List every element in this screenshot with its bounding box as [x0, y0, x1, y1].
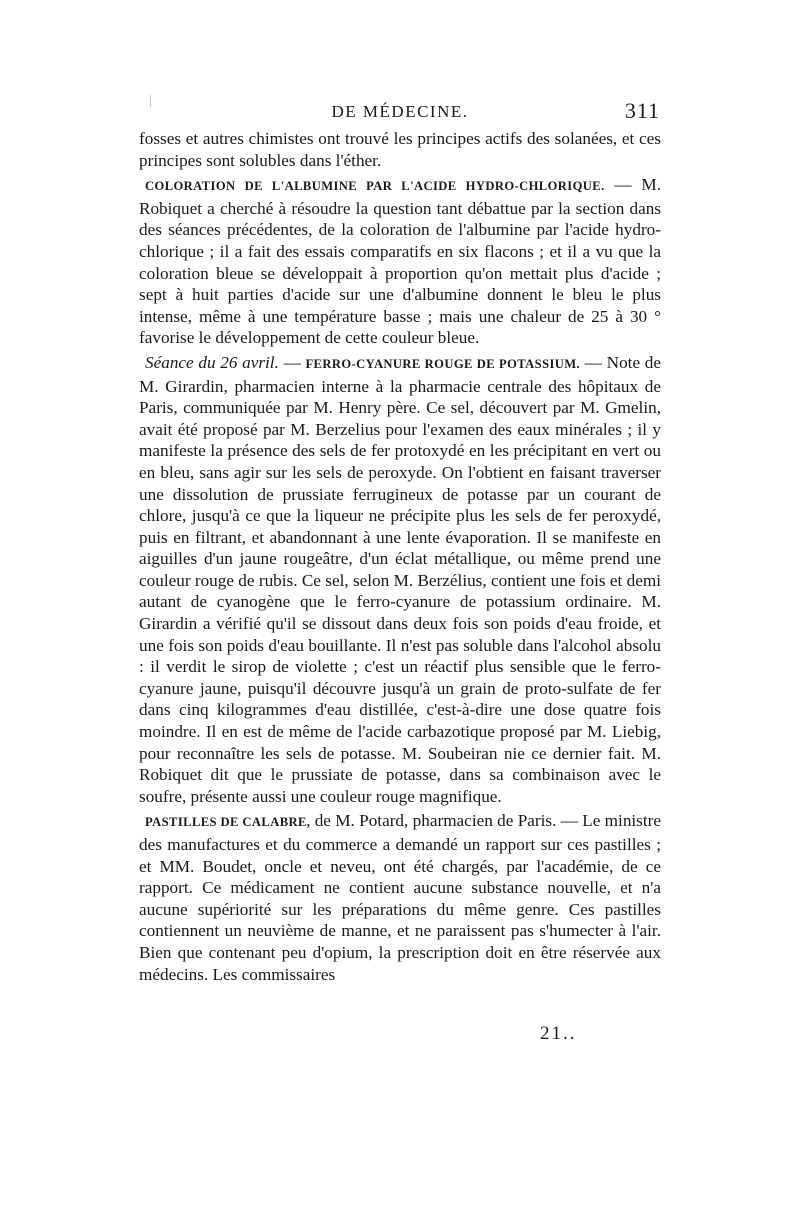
lead-separator: — — [278, 352, 306, 372]
paragraph-text: de M. Potard, pharmacien de Paris. — Le ministre des manufactures et du commerce a demandé un rapport sur ces pastilles ; et MM. Boudet, oncle et neveu, ont été chargés, par l'académie, de ce rapport. Ce médicament ne contient aucune substance nouvelle, et n'a aucune supériorité sur les préparations du même genre. Ces pastilles contiennent un neuvième de manne, et ne paraissent pas s'humecter à l'air. Bien que contenant peu d'opium, la prescription doit en être réservée aux médecins. Les commissaires — [139, 811, 661, 984]
page-header — [140, 98, 660, 128]
session-date: Séance du 26 avril. — [145, 352, 279, 372]
paragraph-text: fosses et autres chimistes ont trouvé les principes actifs des solanées, et ces principes sont solubles dans l'éther. — [139, 129, 661, 170]
paragraph-ferro-cyanure — [139, 352, 661, 807]
page-body — [139, 128, 661, 985]
page-number: 311 — [624, 98, 660, 123]
paragraph-text: — Note de M. Girardin, pharmacien interne à la pharmacie centrale des hôpitaux de Paris, communiquée par M. Henry père. Ce sel, découvert par M. Gmelin, avait été proposé par M. Berzelius pour l'examen des eaux minérales ; il y manifeste la présence des sels de fer protoxydé en les précipitant en vert ou en bleu, sans agir sur les sels de peroxyde. On l'obtient en faisant traverser une dissolution de prussiate ferrugineux de potasse par un courant de chlore, jusqu'à ce que la liqueur ne précipite plus les sels de fer peroxydé, puis en filtrant, et abandonnant à une lente évaporation. Il se manifeste en aiguilles d'un jaune rougeâtre, d'un éclat métallique, ou même prend une couleur rouge de rubis. Ce sel, selon M. Berzélius, contient une fois et demi autant de cyanogène que le ferro-cyanure de potassium ordinaire. M. Girardin a vérifié qu'il se dissout dans deux fois son poids d'eau froide, et une fois son poids d'eau bouillante. Il n'est pas soluble dans l'alcohol absolu : il verdit le sirop de violette ; c'est un réactif plus sensible que le ferro-cyanure jaune, puisqu'il découvre jusqu'à un grain de proto-sulfate de fer dans cinq kilogrammes d'eau distillée, c'est-à-dire une dose quatre fois moindre. Il en est de même de l'acide carbazotique proposé par M. Liebig, pour reconnaître les sels de potasse. M. Soubeiran nie ce dernier fait. M. Robiquet dit que le prussiate de potasse, dans sa combinaison avec le soufre, présente aussi une couleur rouge magnifique. — [139, 352, 661, 806]
signature-mark: 21.. — [540, 1023, 577, 1044]
paragraph-pastilles — [139, 810, 661, 985]
section-heading: FERRO-CYANURE ROUGE DE POTASSIUM. — [305, 356, 581, 371]
paragraph-text: — M. Robiquet a cherché à résoudre la question tant débattue par la section dans des séances précédentes, de la coloration de l'albumine par l'acide hydro-chlorique ; il a fait des essais comparatifs en six flacons ; et il a vu que la coloration bleue se développait à proportion qu'on mettait plus d'acide ; sept à huit parties d'acide sur une d'albumine donnent le bleu le plus intense, même à une température basse ; mais une chaleur de 25 à 30 ° favorise le développement de cette couleur bleue. — [139, 175, 661, 348]
paragraph-albumine — [139, 174, 661, 349]
paragraph-continuation — [139, 128, 661, 171]
section-heading: PASTILLES DE CALABRE, — [145, 815, 311, 830]
running-title: DE MÉDECINE. — [331, 102, 469, 121]
section-heading: COLORATION DE L'ALBUMINE PAR L'ACIDE HYDRO-CHLORIQUE. — [145, 179, 605, 194]
